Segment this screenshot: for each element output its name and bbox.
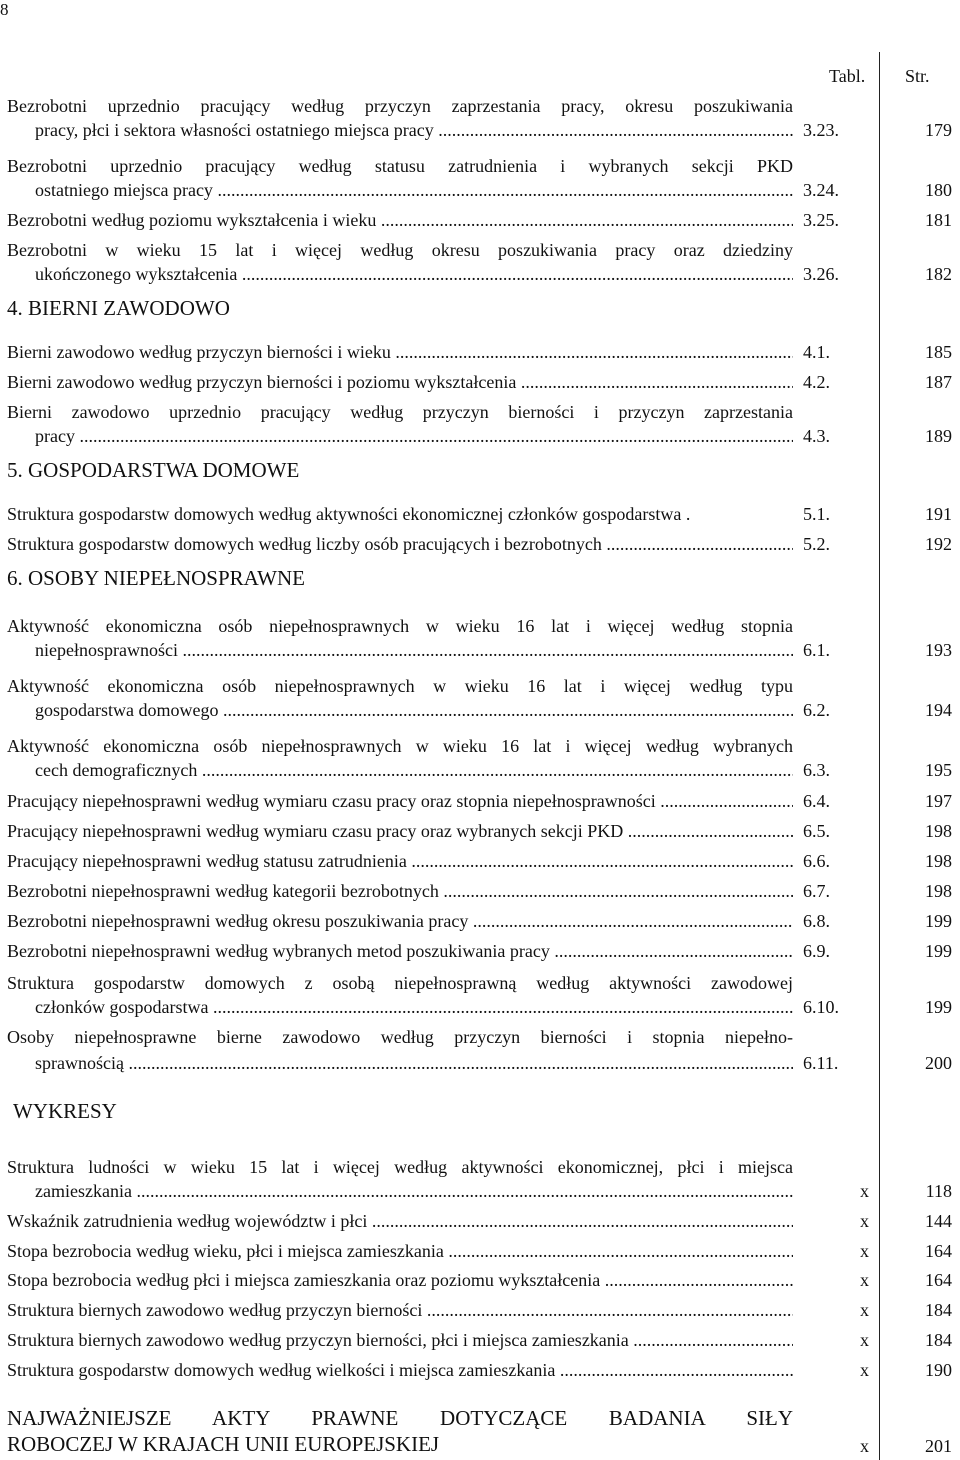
entry-title: Struktura gospodarstw domowych według liczby osób pracujących i bezrobotnych ..... [7,534,793,554]
entry-tabl-number: 6.2. [803,700,830,720]
entry-title-line2: cech demograficznych ..... [35,760,793,780]
entry-title: Bezrobotni niepełnosprawni według wybranych metod poszukiwania pracy ..... [7,941,793,961]
entry-page-number: 182 [925,264,952,284]
tabl-header: Tabl. [829,66,866,86]
entry-page-number: 199 [925,941,952,961]
entry-page-number: 197 [925,791,952,811]
entry-title: Stopa bezrobocia według płci i miejsca zamieszkania oraz poziomu wykształcenia ..... [7,1270,793,1290]
entry-page-number: 144 [925,1211,952,1231]
section-heading-4: 4. BIERNI ZAWODOWO [7,296,230,320]
entry-tabl-number: 3.23. [803,120,839,140]
str-header: Str. [905,66,930,86]
entry-page-number: 184 [925,1300,952,1320]
entry-title: Struktura gospodarstw domowych według wielkości i miejsca zamieszkania ..... [7,1360,793,1380]
entry-title: Bierni zawodowo według przyczyn bierności i poziomu wykształcenia ..... [7,372,793,392]
entry-title-line1: Aktywność ekonomiczna osób niepełnosprawnych w wieku 16 lat i więcej według wybranych [7,736,793,756]
entry-title-line2: niepełnosprawności ..... [35,640,793,660]
entry-title-line1: Bierni zawodowo uprzednio pracujący według przyczyn bierności i przyczyn zaprzestania [7,402,793,422]
final-entry-line2: ROBOCZEJ W KRAJACH UNII EUROPEJSKIEJ [7,1432,440,1456]
entry-title: Bezrobotni niepełnosprawni według kategorii bezrobotnych ..... [7,881,793,901]
entry-tabl-number: 6.4. [803,791,830,811]
entry-title-line2: zamieszkania ..... [35,1181,793,1201]
entry-page-number: 164 [925,1241,952,1261]
final-entry [7,1405,793,1457]
entry-tabl-number: 5.2. [803,534,830,554]
entry-title: Stopa bezrobocia według wieku, płci i miejsca zamieszkania ..... [7,1241,793,1261]
final-entry-tabl: x [860,1436,869,1456]
entry-title: Bierni zawodowo według przyczyn bierności i wieku ..... [7,342,793,362]
entry-tabl-number: x [860,1330,869,1350]
entry-page-number: 193 [925,640,952,660]
entry-title-line2: ostatniego miejsca pracy ..... [35,180,793,200]
entry-tabl-number: 6.5. [803,821,830,841]
wykresy-heading: WYKRESY [13,1099,117,1123]
entry-page-number: 199 [925,911,952,931]
entry-tabl-number: x [860,1181,869,1201]
entry-title-line2: sprawnością ..... [35,1053,793,1073]
entry-title-line1: Aktywność ekonomiczna osób niepełnosprawnych w wieku 16 lat i więcej według stopnia [7,616,793,636]
entry-title-line1: Struktura gospodarstw domowych z osobą niepełnosprawną według aktywności zawodowej [7,973,793,993]
entry-page-number: 194 [925,700,952,720]
entry-title: Struktura gospodarstw domowych według aktywności ekonomicznej członków gospodarstwa . [7,504,691,524]
entry-title: Bezrobotni według poziomu wykształcenia i wieku ..... [7,210,793,230]
entry-page-number: 200 [925,1053,952,1073]
entry-title-line1: Bezrobotni uprzednio pracujący według statusu zatrudnienia i wybranych sekcji PKD [7,156,793,176]
column-divider [879,52,880,1460]
entry-page-number: 195 [925,760,952,780]
entry-page-number: 198 [925,851,952,871]
entry-tabl-number: 6.3. [803,760,830,780]
entry-title-line2: członków gospodarstwa ..... [35,997,793,1017]
entry-tabl-number: x [860,1241,869,1261]
section-heading-5: 5. GOSPODARSTWA DOMOWE [7,458,300,482]
entry-tabl-number: 4.1. [803,342,830,362]
entry-tabl-number: 6.6. [803,851,830,871]
entry-page-number: 198 [925,881,952,901]
entry-page-number: 199 [925,997,952,1017]
entry-tabl-number: x [860,1360,869,1380]
entry-title-line2: pracy, płci i sektora własności ostatniego miejsca pracy ..... [35,120,793,140]
entry-tabl-number: 4.3. [803,426,830,446]
entry-tabl-number: x [860,1300,869,1320]
entry-page-number: 184 [925,1330,952,1350]
entry-page-number: 190 [925,1360,952,1380]
entry-title-line2: gospodarstwa domowego ..... [35,700,793,720]
entry-tabl-number: 6.11. [803,1053,839,1073]
entry-title-line1: Osoby niepełnosprawne bierne zawodowo według przyczyn bierności i stopnia niepełno- [7,1027,793,1047]
section-heading-6: 6. OSOBY NIEPEŁNOSPRAWNE [7,566,305,590]
entry-page-number: 198 [925,821,952,841]
page-number: 8 [0,0,9,19]
final-entry-line1: NAJWAŻNIEJSZE AKTY PRAWNE DOTYCZĄCE BADANIA SIŁY [7,1406,793,1430]
entry-page-number: 164 [925,1270,952,1290]
entry-title: Pracujący niepełnosprawni według wymiaru czasu pracy oraz wybranych sekcji PKD ..... [7,821,793,841]
entry-tabl-number: 6.10. [803,997,839,1017]
entry-title-line1: Bezrobotni uprzednio pracujący według przyczyn zaprzestania pracy, okresu poszukiwania [7,96,793,116]
entry-page-number: 192 [925,534,952,554]
entry-title: Pracujący niepełnosprawni według statusu zatrudnienia ..... [7,851,793,871]
entry-tabl-number: 6.9. [803,941,830,961]
entry-page-number: 179 [925,120,952,140]
entry-title-line1: Aktywność ekonomiczna osób niepełnosprawnych w wieku 16 lat i więcej według typu [7,676,793,696]
entry-tabl-number: 3.24. [803,180,839,200]
entry-page-number: 181 [925,210,952,230]
entry-page-number: 189 [925,426,952,446]
entry-page-number: 180 [925,180,952,200]
entry-tabl-number: x [860,1270,869,1290]
entry-title: Pracujący niepełnosprawni według wymiaru czasu pracy oraz stopnia niepełnosprawności ..... [7,791,793,811]
entry-tabl-number: 6.8. [803,911,830,931]
entry-page-number: 187 [925,372,952,392]
entry-tabl-number: 6.1. [803,640,830,660]
entry-tabl-number: 4.2. [803,372,830,392]
entry-page-number: 191 [925,504,952,524]
entry-tabl-number: x [860,1211,869,1231]
entry-title: Wskaźnik zatrudnienia według województw i płci ..... [7,1211,793,1231]
entry-title-line2: pracy ..... [35,426,793,446]
entry-title: Struktura biernych zawodowo według przyczyn bierności ..... [7,1300,793,1320]
entry-title-line2: ukończonego wykształcenia ..... [35,264,793,284]
entry-tabl-number: 6.7. [803,881,830,901]
entry-title: Struktura biernych zawodowo według przyczyn bierności, płci i miejsca zamieszkania ..... [7,1330,793,1350]
entry-tabl-number: 3.25. [803,210,839,230]
entry-title: Bezrobotni niepełnosprawni według okresu poszukiwania pracy ..... [7,911,793,931]
entry-tabl-number: 3.26. [803,264,839,284]
entry-title-line1: Struktura ludności w wieku 15 lat i więcej według aktywności ekonomicznej, płci i miejsca [7,1157,793,1177]
entry-page-number: 118 [925,1181,952,1201]
entry-tabl-number: 5.1. [803,504,830,524]
entry-page-number: 185 [925,342,952,362]
entry-title-line1: Bezrobotni w wieku 15 lat i więcej według okresu poszukiwania pracy oraz dziedziny [7,240,793,260]
final-entry-str: 201 [925,1436,952,1456]
